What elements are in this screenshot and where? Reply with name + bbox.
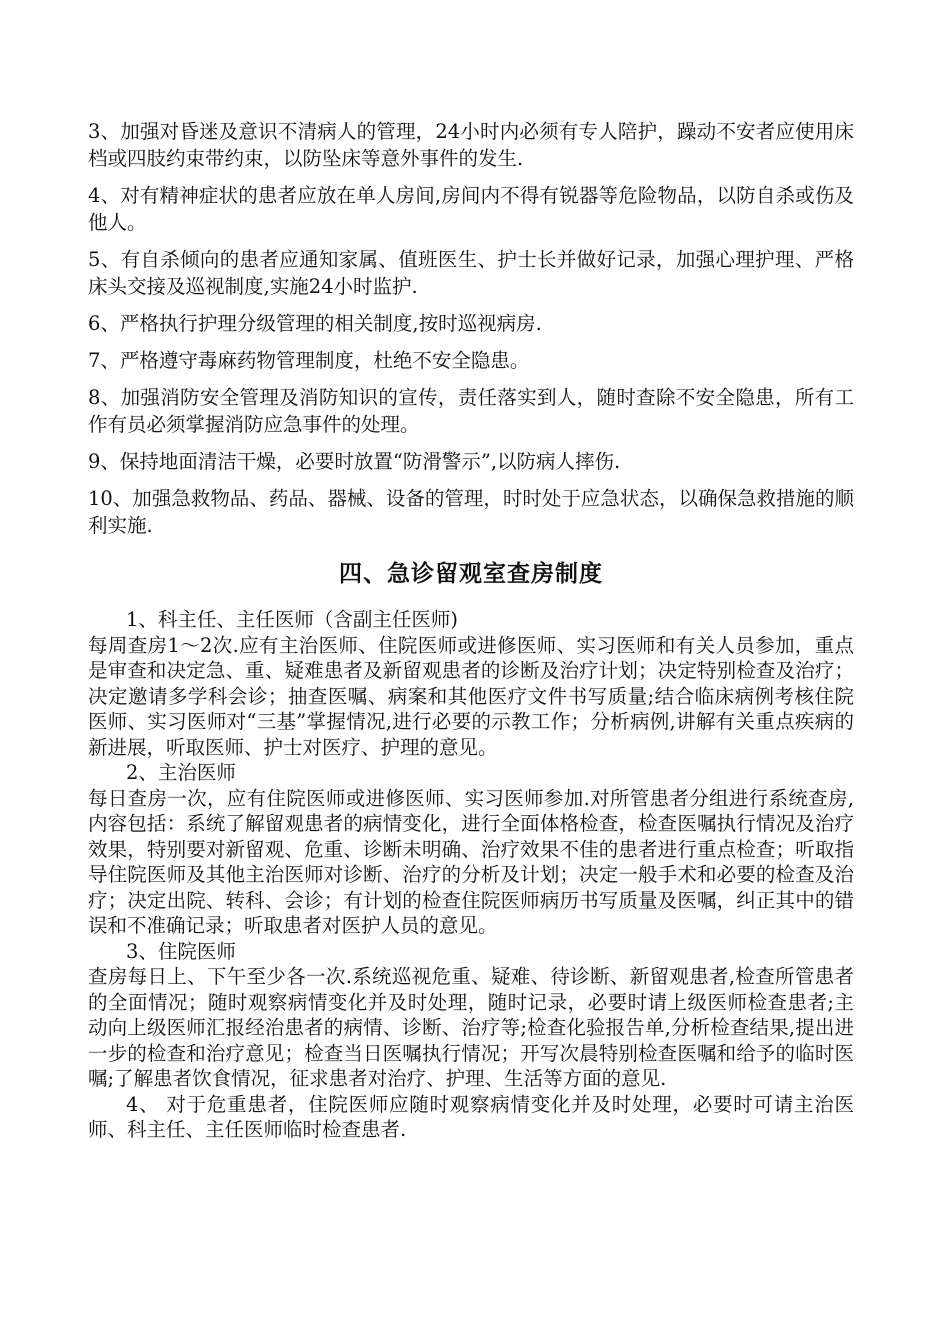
subsection-title: 1、科主任、主任医师（含副主任医师) (126, 608, 459, 631)
section-heading: 四、急诊留观室查房制度 (339, 560, 603, 587)
list-item: 8、加强消防安全管理及消防知识的宣传，责任落实到人，随时查除不安全隐患，所有工作有员必须掌握消防应急事件的处理。 (88, 386, 854, 436)
subsection-body: 每周查房1～2次.应有主治医师、住院医师或进修医师、实习医师和有关人员参加，重点是审查和决定急、重、疑难患者及新留观患者的诊断及治疗计划；决定特别检查及治疗；决定邀请多学科会诊；抽查医嘱、病案和其他医疗文件书写质量;结合临床病例考核住院医师、实习医师对“三基”掌握情况,进行必要的示教工作；分析病例,讲解有关重点疾病的新进展，听取医师、护士对医疗、护理的意见。 (88, 633, 854, 759)
list-item: 4、对有精神症状的患者应放在单人房间,房间内不得有锐器等危险物品，以防自杀或伤及他人。 (88, 184, 854, 234)
list-item: 7、严格遵守毒麻药物管理制度，杜绝不安全隐患。 (88, 349, 530, 372)
subsection-title: 3、住院医师 (126, 939, 236, 963)
document-page (88, 118, 854, 1143)
subsection-body: 每日查房一次，应有住院医师或进修医师、实习医师参加.对所管患者分组进行系统查房,内容包括：系统了解留观患者的病情变化，进行全面体格检查，检查医嘱执行情况及治疗效果，特别要对新留观、危重、诊断未明确、治疗效果不佳的患者进行重点检查；听取指导住院医师及其他主治医师对诊断、治疗的分析及计划；决定一般手术和必要的检查及治疗；决定出院、转科、会诊；有计划的检查住院医师病历书写质量及医嘱，纠正其中的错误和不准确记录；听取患者对医护人员的意见。 (88, 786, 854, 937)
subsection-body: 查房每日上、下午至少各一次.系统巡视危重、疑难、待诊断、新留观患者,检查所管患者的全面情况；随时观察病情变化并及时处理，随时记录，必要时请上级医师检查患者;主动向上级医师汇报经治患者的病情、诊断、治疗等;检查化验报告单,分析检查结果,提出进一步的检查和治疗意见；检查当日医嘱执行情况；开写次晨特别检查医嘱和给予的临时医嘱;了解患者饮食情况，征求患者对治疗、护理、生活等方面的意见. (88, 965, 854, 1090)
list-item: 3、加强对昏迷及意识不清病人的管理，24小时内必须有专人陪护，躁动不安者应使用床档或四肢约束带约束，以防坠床等意外事件的发生. (88, 120, 854, 170)
list-item: 6、严格执行护理分级管理的相关制度,按时巡视病房. (88, 312, 542, 335)
subsection-title: 2、主治医师 (126, 761, 236, 784)
list-item: 5、有自杀倾向的患者应通知家属、值班医生、护士长并做好记录，加强心理护理、严格床头交接及巡视制度,实施24小时监护. (88, 248, 854, 298)
subsection-paragraph: 4、 对于危重患者，住院医师应随时观察病情变化并及时处理，必要时可请主治医师、科主任、主任医师临时检查患者. (88, 1092, 854, 1141)
section-body (88, 607, 854, 1143)
list-item: 9、保持地面清洁干燥，必要时放置“防滑警示”,以防病人摔伤. (88, 450, 621, 473)
list-item: 10、加强急救物品、药品、器械、设备的管理，时时处于应急状态，以确保急救措施的顺利实施. (88, 487, 854, 537)
